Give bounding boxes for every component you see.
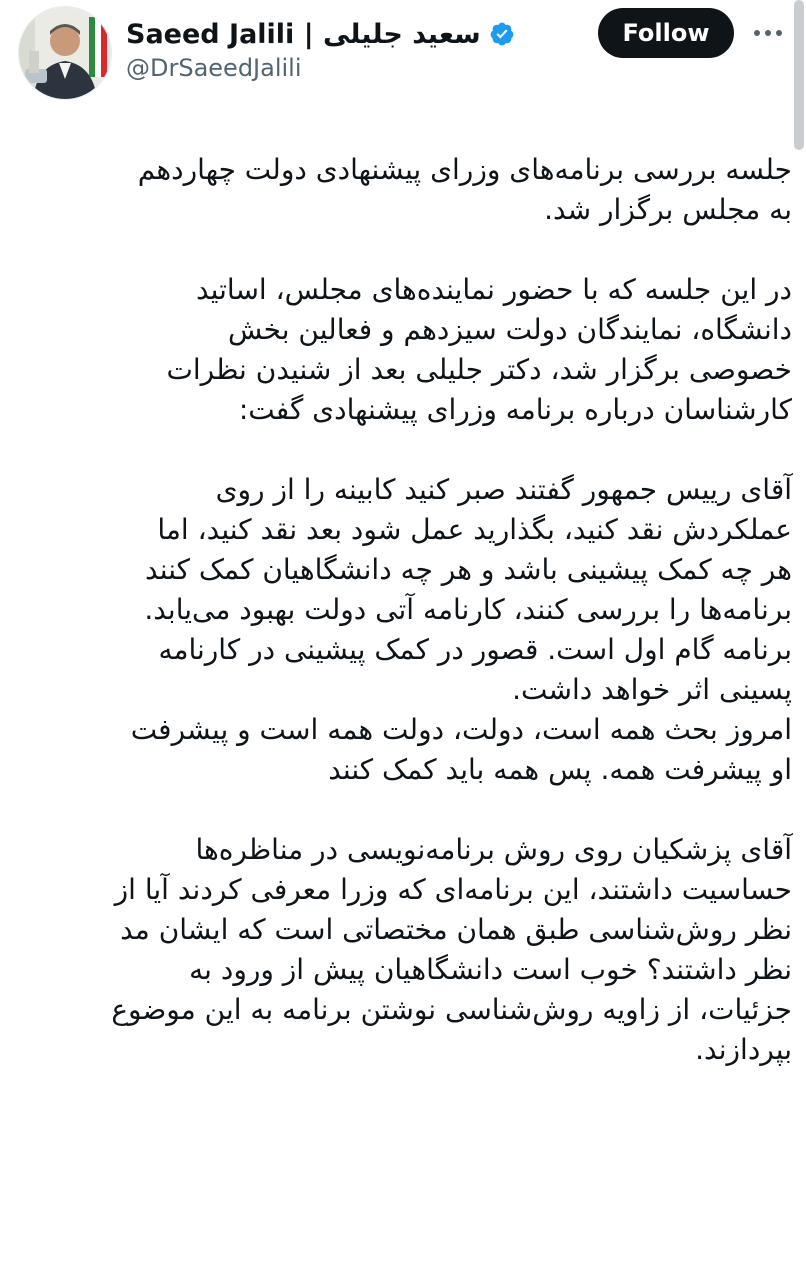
verified-badge-icon: [489, 21, 515, 47]
follow-button[interactable]: Follow: [598, 8, 734, 58]
tweet-line: امروز بحث همه است، دولت، دولت همه است و پیشرفت: [130, 713, 792, 746]
tweet-line: برنامه‌ها را بررسی کنند، کارنامه آتی دولت بهبود می‌یابد.: [144, 593, 792, 626]
scrollbar[interactable]: [794, 0, 804, 150]
tweet-paragraph: [22, 270, 792, 430]
tweet-line: پسینی اثر خواهد داشت.: [512, 673, 792, 706]
tweet-line: در این جلسه که با حضور نماینده‌های مجلس، اساتید: [195, 273, 792, 306]
tweet-line: بپردازند.: [695, 1033, 792, 1066]
tweet-line: خصوصی برگزار شد، دکتر جلیلی بعد از شنیدن نظرات: [166, 353, 792, 386]
user-handle[interactable]: @DrSaeedJalili: [126, 54, 302, 82]
profile-photo: [19, 7, 111, 99]
more-options-icon[interactable]: [748, 18, 788, 48]
tweet-line: آقای پزشکیان روی روش برنامه‌نویسی در مناظره‌ها: [195, 833, 792, 866]
tweet-line: کارشناسان درباره برنامه وزرای پیشنهادی گفت:: [238, 393, 792, 426]
tweet-line: برنامه گام اول است. قصور در کمک پیشینی در کارنامه: [158, 633, 792, 666]
tweet-paragraph: [22, 830, 792, 1070]
tweet-paragraph: [22, 150, 792, 230]
tweet-text: [22, 150, 792, 1265]
display-name[interactable]: Saeed Jalili | سعید جلیلی: [126, 18, 481, 50]
avatar[interactable]: [18, 6, 112, 100]
tweet-line: نظر داشتند؟ خوب است دانشگاهیان پیش از ورود به: [189, 953, 792, 986]
tweet-line: به مجلس برگزار شد.: [544, 193, 792, 226]
tweet-line: عملکردش نقد کنید، بگذارید عمل شود بعد نقد کنید، اما: [157, 513, 792, 546]
tweet-line: حساسیت داشتند، این برنامه‌ای که وزرا معرفی کردند آیا از: [114, 873, 792, 906]
tweet-paragraph: [22, 470, 792, 790]
tweet-header: [0, 0, 806, 110]
display-name-row: [126, 14, 515, 54]
tweet-line: جزئیات، از زاویه روش‌شناسی نوشتن برنامه به این موضوع: [111, 993, 792, 1026]
tweet-line: نظر روش‌شناسی طبق همان مختصاتی است که ایشان مد: [120, 913, 792, 946]
tweet-line: هر چه کمک پیشینی باشد و هر چه دانشگاهیان کمک کنند: [145, 553, 792, 586]
tweet-line: او پیشرفت همه. پس همه باید کمک کنند: [328, 753, 792, 786]
tweet-line: جلسه بررسی برنامه‌های وزرای پیشنهادی دولت چهاردهم: [137, 153, 792, 186]
tweet-line: دانشگاه، نمایندگان دولت سیزدهم و فعالین بخش: [227, 313, 792, 346]
tweet-line: آقای رییس جمهور گفتند صبر کنید کابینه را از روی: [215, 473, 792, 506]
